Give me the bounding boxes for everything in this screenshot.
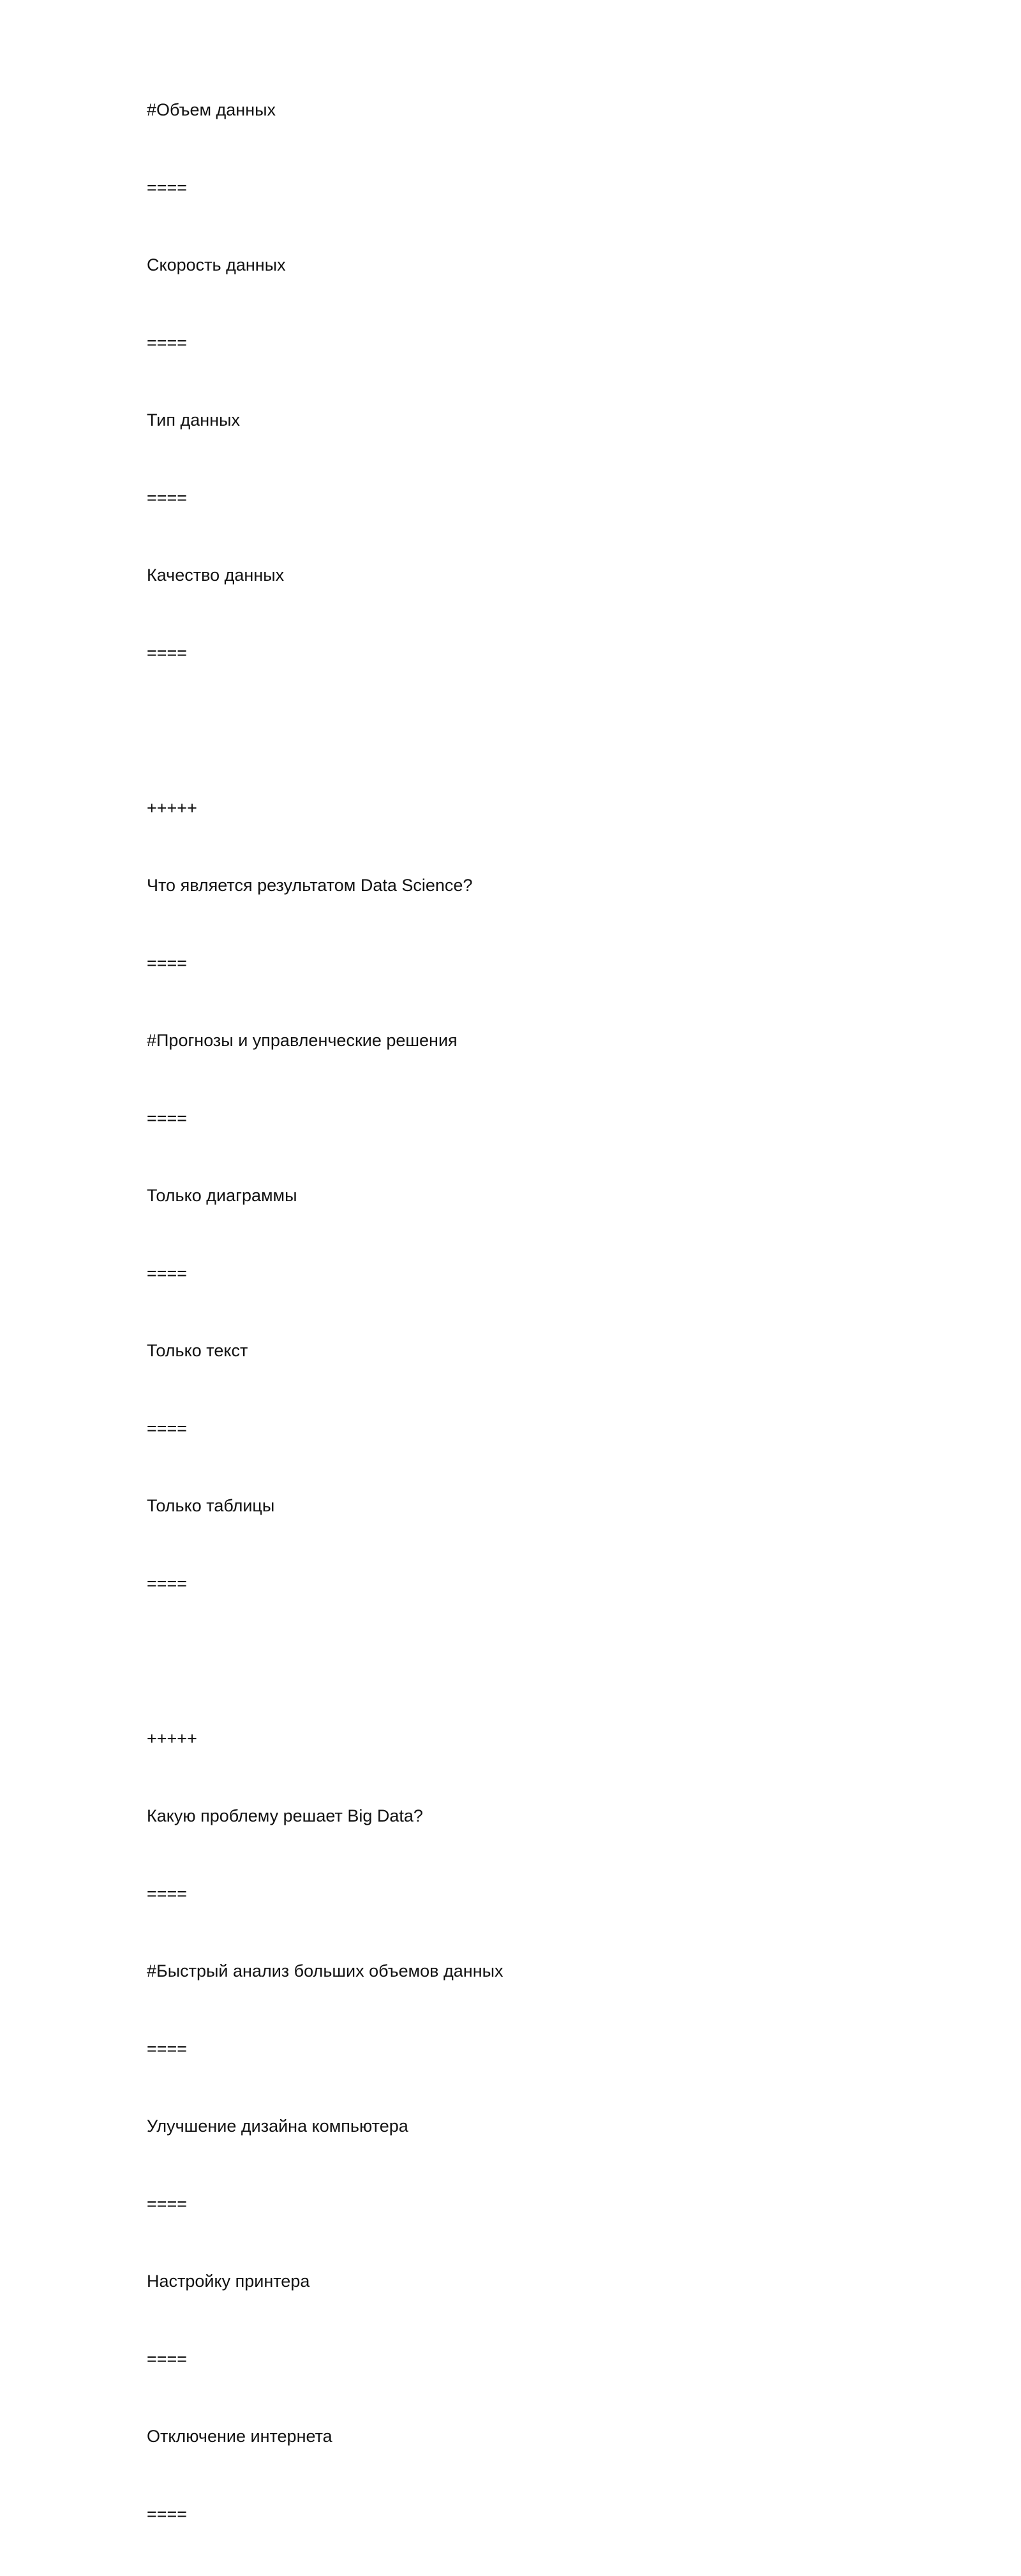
separator: ==== [147,948,913,1026]
separator: ==== [147,2499,913,2576]
separator: ==== [147,2189,913,2266]
blank-line [147,1645,913,1723]
answer-option: Улучшение дизайна компьютера [147,2111,913,2189]
answer-option: #Прогнозы и управленческие решения [147,1025,913,1103]
answer-option: Только диаграммы [147,1180,913,1258]
separator: ==== [147,483,913,560]
question-text: Что является результатом Data Science? [147,870,913,948]
separator: ==== [147,1413,913,1491]
blank-line [147,715,913,793]
question-text: Какую проблему решает Big Data? [147,1801,913,1878]
answer-option: Качество данных [147,560,913,638]
question-delimiter: +++++ [147,1723,913,1801]
answer-option: Скорость данных [147,250,913,327]
answer-option: Только текст [147,1335,913,1413]
separator: ==== [147,1103,913,1181]
separator: ==== [147,172,913,250]
document-body [147,94,913,2576]
answer-option: Тип данных [147,405,913,483]
answer-option: Отключение интернета [147,2421,913,2499]
separator: ==== [147,1258,913,1336]
answer-option: #Быстрый анализ больших объемов данных [147,1956,913,2033]
answer-option: Настройку принтера [147,2266,913,2344]
separator: ==== [147,327,913,405]
answer-option: Только таблицы [147,1490,913,1568]
separator: ==== [147,2033,913,2111]
separator: ==== [147,638,913,715]
answer-option: #Объем данных [147,94,913,172]
separator: ==== [147,1878,913,1956]
separator: ==== [147,2344,913,2422]
question-delimiter: +++++ [147,793,913,871]
separator: ==== [147,1568,913,1646]
